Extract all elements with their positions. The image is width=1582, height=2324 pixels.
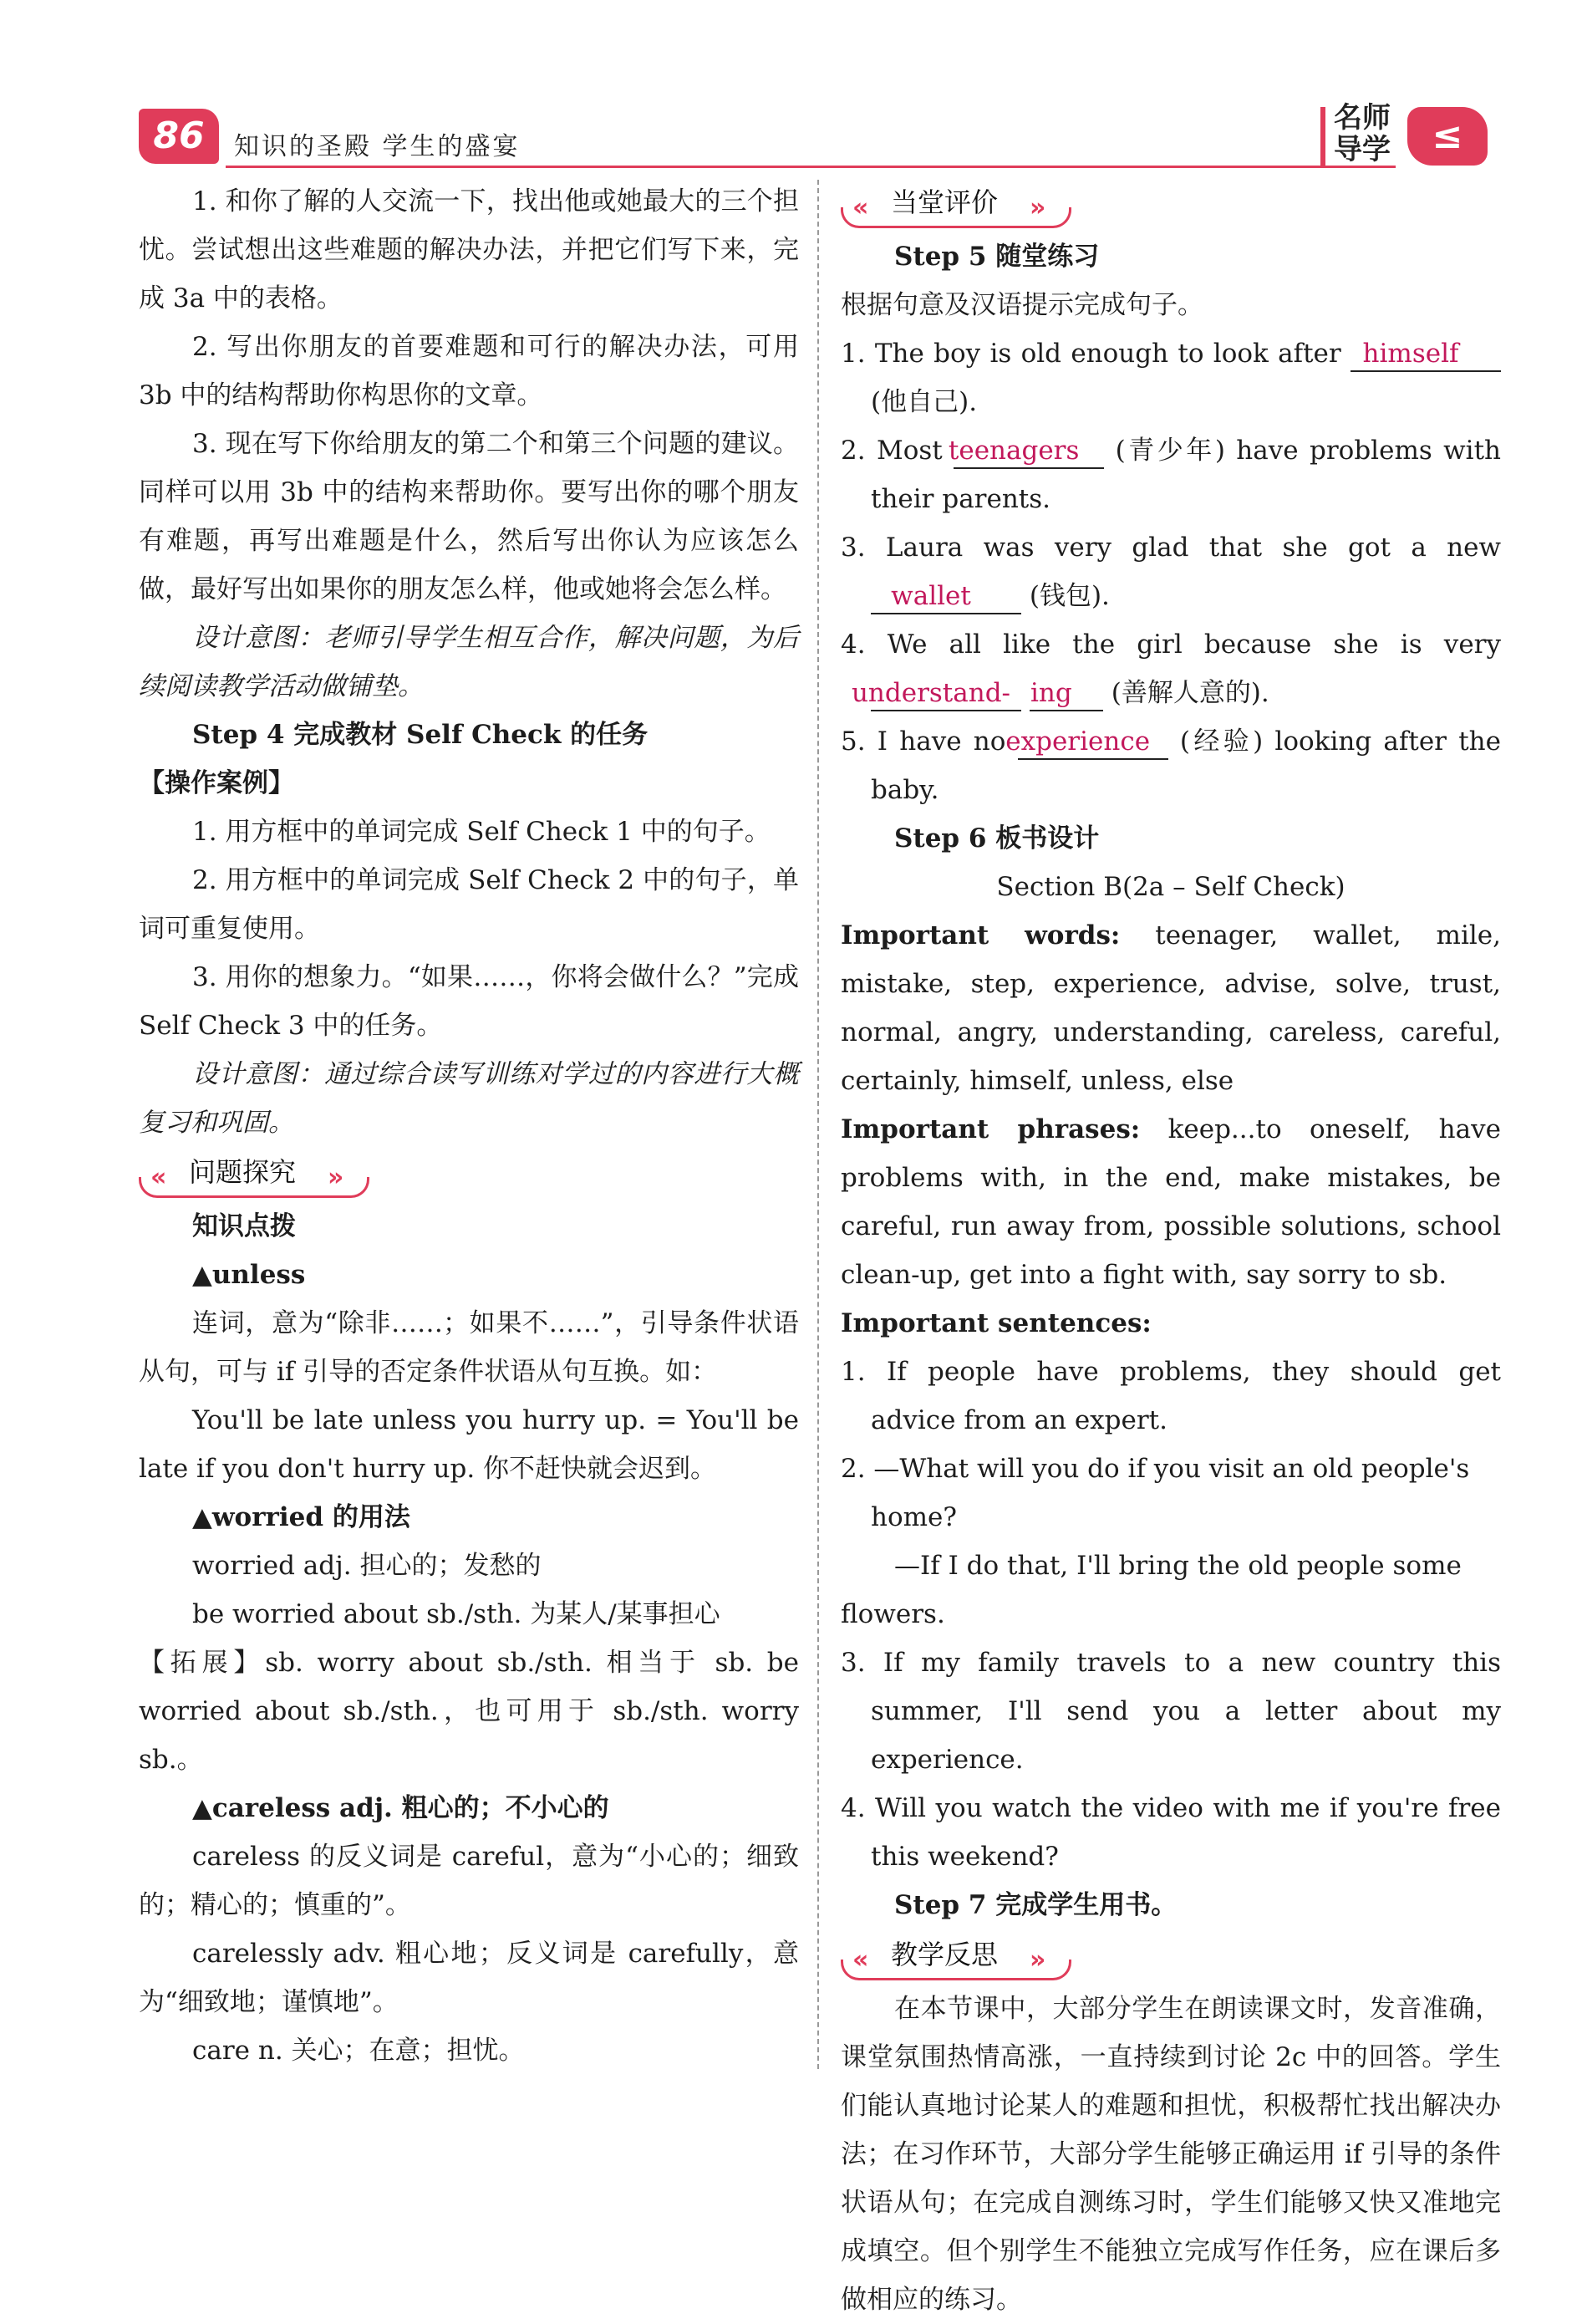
logo-bar bbox=[1320, 107, 1325, 167]
exercise-text: 4. We all like the girl because she is very bbox=[841, 629, 1501, 660]
careless-description: careless 的反义词是 careful，意为“小心的；细致的；精心的；慎重的”。 bbox=[139, 1842, 799, 1920]
unless-example: You'll be late unless you hurry up. = You'll be late if you don't hurry up. 你不赶快就会迟到。 bbox=[139, 1405, 799, 1484]
sentence-4: 4. Will you watch the video with me if you're free this weekend? bbox=[841, 1793, 1501, 1872]
words-list: teenager, wallet, mile, mistake, step, experience, advise, solve, trust, normal, angry, understanding, careless, careful, certainly, himself, unless, else bbox=[841, 920, 1501, 1096]
worried-heading: ▲worried 的用法 bbox=[192, 1502, 410, 1532]
section-title: 当堂评价 bbox=[891, 186, 999, 218]
important-phrases bbox=[841, 1105, 1501, 1299]
sentence-2a: 2. —What will you do if you visit an old people's home? bbox=[841, 1454, 1470, 1532]
logo-text: 名师导学 bbox=[1334, 101, 1391, 166]
sentences-label: Important sentences: bbox=[841, 1308, 1152, 1338]
case-title: 【操作案例】 bbox=[139, 768, 294, 798]
important-words bbox=[841, 911, 1501, 1105]
worried-definition: worried adj. 担心的；发愁的 bbox=[192, 1551, 542, 1581]
care-description: care n. 关心；在意；担忧。 bbox=[192, 2036, 525, 2066]
exercise-item-4 bbox=[841, 620, 1501, 717]
double-arrow-left-icon: « bbox=[852, 193, 869, 222]
sentence-2b: —If I do that, I'll bring the old people some flowers. bbox=[841, 1551, 1462, 1629]
knowledge-heading: 知识点拨 bbox=[192, 1211, 296, 1241]
brand-logo bbox=[1320, 99, 1496, 169]
header-rule bbox=[226, 166, 1396, 168]
exercise-hint: (善解人意的). bbox=[1111, 678, 1269, 708]
exercise-text: 5. I have no bbox=[841, 726, 1006, 757]
unless-description: 连词，意为“除非……；如果不……”，引导条件状语从句，可与 if 引导的否定条件状语从句互换。如： bbox=[139, 1308, 799, 1387]
task-paragraph-2: 2. 写出你朋友的首要难题和可行的解决办法，可用 3b 中的结构帮助你构思你的文章。 bbox=[139, 332, 799, 410]
exercise-item-2 bbox=[841, 426, 1501, 523]
phrases-label: Important phrases: bbox=[841, 1114, 1141, 1144]
double-arrow-right-icon: » bbox=[1030, 1945, 1046, 1975]
step4-heading: Step 4 完成教材 Self Check 的任务 bbox=[192, 720, 649, 750]
carelessly-description: carelessly adv. 粗心地；反义词是 carefully，意为“细致地；谨慎地”。 bbox=[139, 1939, 799, 2017]
task-paragraph-1: 1. 和你了解的人交流一下，找出他或她最大的三个担忧。尝试想出这些难题的解决办法，并把它们写下来，完成 3a 中的表格。 bbox=[139, 186, 799, 313]
exercise-item-3 bbox=[841, 523, 1501, 620]
unless-heading: ▲unless bbox=[192, 1260, 306, 1290]
worried-phrase: be worried about sb./sth. 为某人/某事担心 bbox=[192, 1599, 720, 1629]
task-paragraph-3: 3. 现在写下你给朋友的第二个和第三个问题的建议。同样可以用 3b 中的结构来帮助你。要写出你的哪个朋友有难题，再写出难题是什么，然后写出你认为应该怎么做，最好写出如果你的朋友怎么样，他或她将会怎么样。 bbox=[139, 429, 799, 604]
board-title: Section B(2a – Self Check) bbox=[996, 872, 1345, 902]
double-arrow-left-icon: « bbox=[150, 1163, 167, 1192]
double-arrow-left-icon: « bbox=[852, 1945, 869, 1975]
exercise-hint: (经验) looking after the baby. bbox=[871, 726, 1501, 805]
header-slogan: 知识的圣殿 学生的盛宴 bbox=[234, 132, 521, 161]
double-arrow-right-icon: » bbox=[328, 1163, 344, 1192]
exercise-hint: (青少年) have problems with their parents. bbox=[871, 436, 1502, 514]
exercise-hint: (钱包). bbox=[1029, 581, 1110, 611]
section-title: 问题探究 bbox=[189, 1156, 297, 1188]
section-title: 教学反思 bbox=[891, 1939, 999, 1970]
page-header bbox=[134, 94, 1496, 177]
worried-extension: 【拓展】sb. worry about sb./sth. 相当于 sb. be worried about sb./sth.，也可用于 sb./sth. worry sb.。 bbox=[139, 1648, 799, 1775]
exercise-item-1 bbox=[841, 329, 1501, 426]
left-column bbox=[139, 177, 799, 2075]
double-arrow-right-icon: » bbox=[1030, 193, 1046, 222]
step7-heading: Step 7 完成学生用书。 bbox=[894, 1890, 1178, 1920]
section-heading-explore bbox=[139, 1152, 799, 1197]
exercise-item-5 bbox=[841, 717, 1501, 814]
careless-heading: ▲careless adj. 粗心的；不小心的 bbox=[192, 1793, 609, 1823]
page-number: 86 bbox=[139, 109, 219, 164]
step6-heading: Step 6 板书设计 bbox=[894, 823, 1100, 854]
exercise-hint: (他自己). bbox=[871, 387, 978, 417]
column-divider bbox=[817, 180, 819, 2069]
exercise-text: 2. Most bbox=[841, 436, 943, 466]
answer-blank: wallet bbox=[871, 579, 1021, 614]
case-item-2: 2. 用方框中的单词完成 Self Check 2 中的句子，单词可重复使用。 bbox=[139, 865, 799, 944]
words-label: Important words: bbox=[841, 920, 1121, 950]
design-intent-1: 设计意图：老师引导学生相互合作，解决问题，为后续阅读教学活动做铺垫。 bbox=[139, 623, 799, 701]
sentence-3: 3. If my family travels to a new country this summer, I'll send you a letter about my experience. bbox=[841, 1648, 1501, 1775]
right-column bbox=[841, 177, 1501, 2324]
case-item-1: 1. 用方框中的单词完成 Self Check 1 中的句子。 bbox=[192, 817, 771, 847]
section-heading-evaluation bbox=[841, 182, 1501, 227]
sentence-1: 1. If people have problems, they should get advice from an expert. bbox=[841, 1357, 1501, 1435]
answer-blank: experience bbox=[1018, 725, 1168, 760]
step5-heading: Step 5 随堂练习 bbox=[894, 242, 1100, 272]
answer-blank: teenagers bbox=[954, 434, 1104, 469]
section-heading-reflection bbox=[841, 1934, 1501, 1980]
exercise-text: 1. The boy is old enough to look after bbox=[841, 339, 1341, 369]
answer-blank: understand- bbox=[871, 676, 1021, 711]
case-item-3: 3. 用你的想象力。“如果……，你将会做什么？”完成 Self Check 3 中的任务。 bbox=[139, 962, 799, 1041]
exercise-instruction: 根据句意及汉语提示完成句子。 bbox=[841, 290, 1203, 320]
phrases-list: keep...to oneself, have problems with, in the end, make mistakes, be careful, run away from, possible solutions, school clean-up, get into a fight with, say sorry to sb. bbox=[841, 1114, 1501, 1290]
logo-badge-icon: ≤ bbox=[1407, 107, 1488, 166]
exercise-text: 3. Laura was very glad that she got a new bbox=[841, 533, 1501, 563]
answer-blank-continued: ing bbox=[1030, 676, 1103, 711]
answer-blank: himself bbox=[1351, 337, 1501, 372]
design-intent-2: 设计意图：通过综合读写训练对学过的内容进行大概复习和巩固。 bbox=[139, 1059, 799, 1138]
teaching-reflection: 在本节课中，大部分学生在朗读课文时，发音准确，课堂氛围热情高涨，一直持续到讨论 2c 中的回答。学生们能认真地讨论某人的难题和担忧，积极帮忙找出解决办法；在习作环节，大部分学生能够正确运用 if 引导的条件状语从句；在完成自测练习时，学生们能够又快又准地完成填空。但个别学生不能独立完成写作任务，应在课后多做相应的练习。 bbox=[841, 1994, 1501, 2315]
